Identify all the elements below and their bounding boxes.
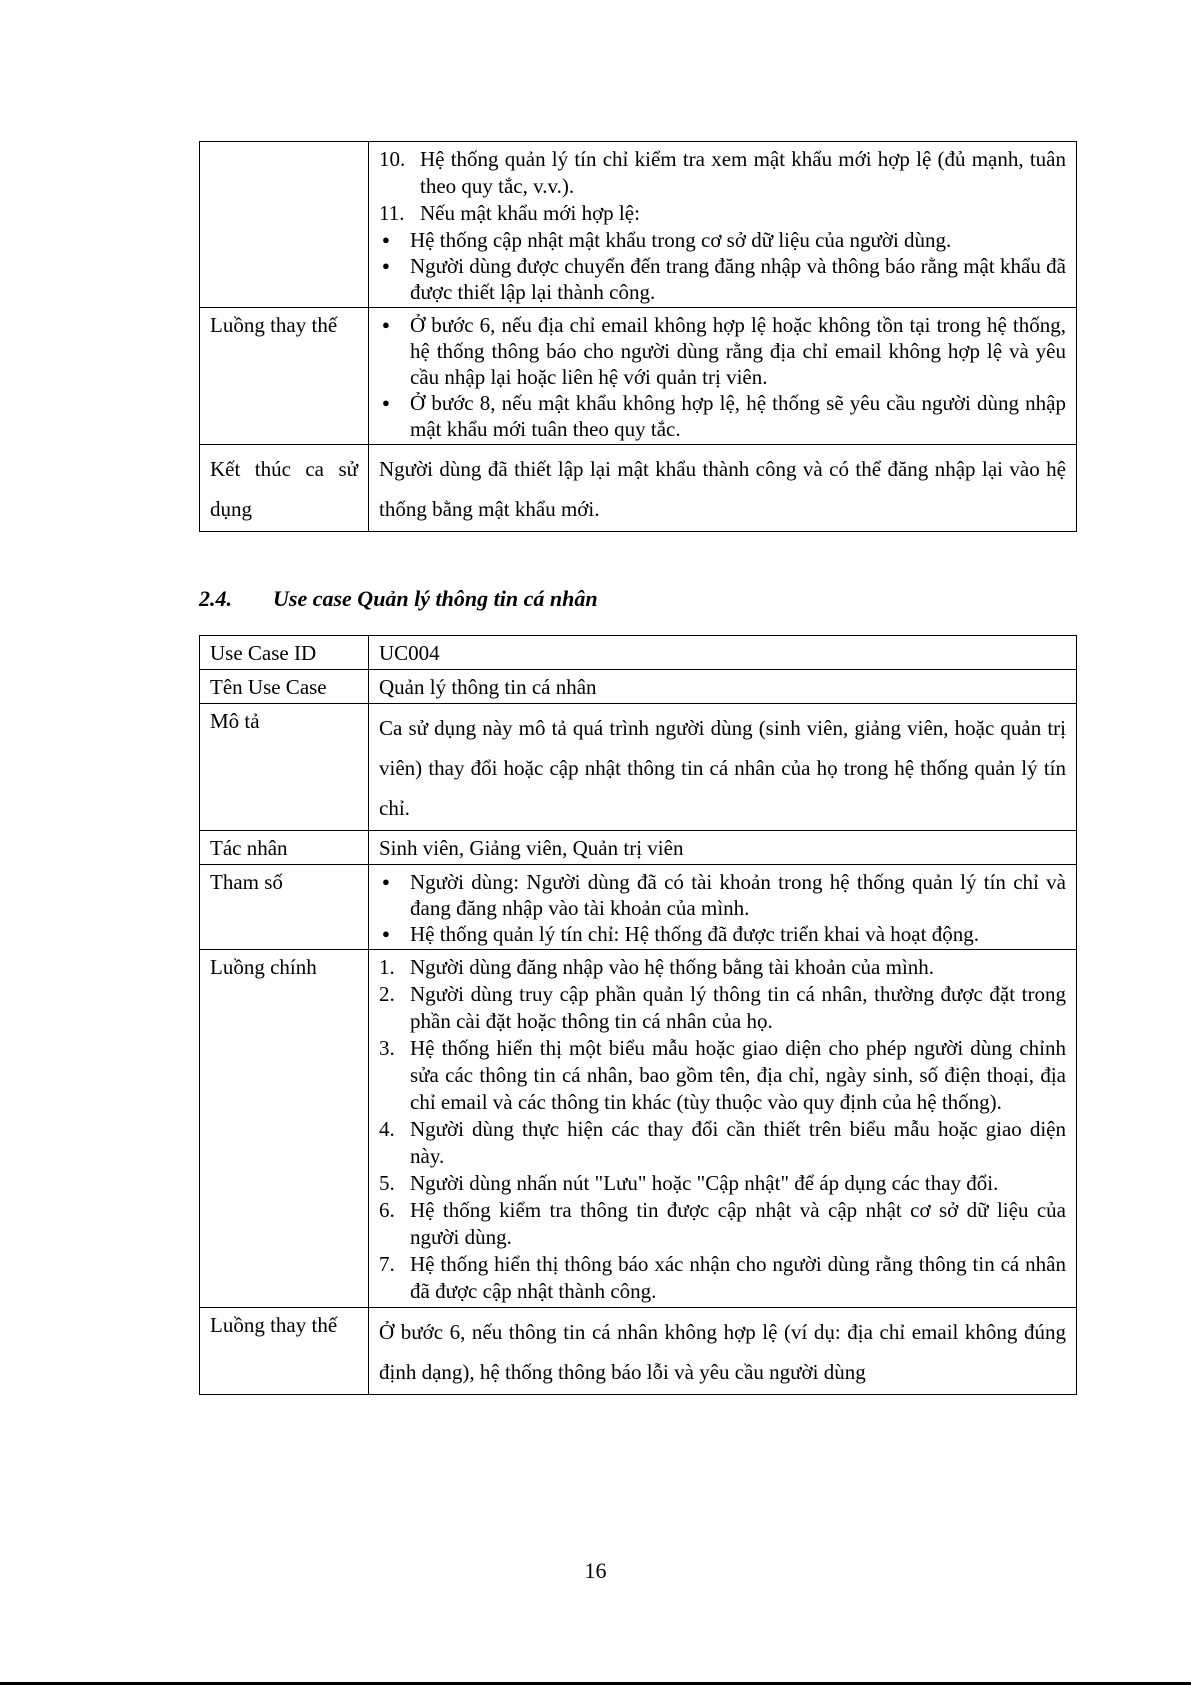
list-item: ● Ở bước 8, nếu mật khẩu không hợp lệ, hệ thống sẽ yêu cầu người dùng nhập mật khẩu mới tuân theo quy tắc. <box>379 390 1066 442</box>
bullet-list <box>379 869 1066 947</box>
table-row <box>200 142 1077 308</box>
bullet-list <box>379 312 1066 442</box>
desc-value: Ca sử dụng này mô tả quá trình người dùng (sinh viên, giảng viên, hoặc quản trị viên) thay đổi hoặc cập nhật thông tin cá nhân của họ trong hệ thống quản lý tín chỉ. <box>369 704 1077 831</box>
list-item: 5. Người dùng nhấn nút "Lưu" hoặc "Cập nhật" để áp dụng các thay đổi. <box>379 1171 999 1195</box>
id-label: Use Case ID <box>200 636 369 670</box>
list-item: ● Hệ thống cập nhật mật khẩu trong cơ sở dữ liệu của người dùng. <box>379 227 1066 253</box>
list-item: 7. Hệ thống hiển thị thông báo xác nhận cho người dùng rằng thông tin cá nhân đã được cập nhật thành công. <box>379 1252 1066 1303</box>
list-item: 10. Hệ thống quản lý tín chỉ kiểm tra xem mật khẩu mới hợp lệ (đủ mạnh, tuân theo quy tắc, v.v.). <box>379 147 1066 198</box>
section-title: Use case Quản lý thông tin cá nhân <box>273 586 598 611</box>
table-row <box>200 831 1077 865</box>
table-row <box>200 670 1077 704</box>
main-flow-steps <box>379 954 1066 1305</box>
alt-flow-cell <box>369 308 1077 445</box>
section-heading <box>199 586 598 612</box>
list-item: ● Ở bước 6, nếu địa chỉ email không hợp lệ hoặc không tồn tại trong hệ thống, hệ thống thông báo cho người dùng rằng địa chỉ email không hợp lệ và yêu cầu nhập lại hoặc liên hệ với quản trị viên. <box>379 312 1066 390</box>
alt-flow-label: Luồng thay thế <box>200 1308 369 1395</box>
list-item: 4. Người dùng thực hiện các thay đổi cần thiết trên biểu mẫu hoặc giao diện này. <box>379 1117 1066 1168</box>
list-item: 1. Người dùng đăng nhập vào hệ thống bằng tài khoản của mình. <box>379 955 935 979</box>
param-label: Tham số <box>200 865 369 950</box>
steps-cell <box>369 142 1077 308</box>
list-item: 6. Hệ thống kiểm tra thông tin được cập nhật và cập nhật cơ sở dữ liệu của người dùng. <box>379 1198 1066 1249</box>
end-label: Kết thúc ca sử dụng <box>200 445 369 532</box>
table-row <box>200 308 1077 445</box>
actor-value: Sinh viên, Giảng viên, Quản trị viên <box>369 831 1077 865</box>
main-flow-label: Luồng chính <box>200 950 369 1308</box>
list-item: ● Người dùng được chuyển đến trang đăng nhập và thông báo rằng mật khẩu đã được thiết lập lại thành công. <box>379 253 1066 305</box>
param-cell <box>369 865 1077 950</box>
table-row <box>200 704 1077 831</box>
desc-label: Mô tả <box>200 704 369 831</box>
end-cell: Người dùng đã thiết lập lại mật khẩu thành công và có thể đăng nhập lại vào hệ thống bằng mật khẩu mới. <box>369 445 1077 532</box>
table-row <box>200 865 1077 950</box>
name-label: Tên Use Case <box>200 670 369 704</box>
table-row <box>200 636 1077 670</box>
list-item: 2. Người dùng truy cập phần quản lý thông tin cá nhân, thường được đặt trong phần cài đặt hoặc thông tin cá nhân của họ. <box>379 982 1066 1033</box>
alt-flow-value: Ở bước 6, nếu thông tin cá nhân không hợp lệ (ví dụ: địa chỉ email không đúng định dạng), hệ thống thông báo lỗi và yêu cầu người dùng <box>369 1308 1077 1395</box>
use-case-table-continued <box>199 141 1077 532</box>
list-item: ● Hệ thống quản lý tín chỉ: Hệ thống đã được triển khai và hoạt động. <box>379 921 1066 947</box>
use-case-table-uc004 <box>199 635 1077 1395</box>
table-row <box>200 445 1077 532</box>
main-flow-steps-continued <box>379 146 1066 227</box>
empty-label-cell <box>200 142 369 308</box>
table-row <box>200 950 1077 1308</box>
section-number: 2.4. <box>199 586 232 611</box>
list-item: 11. Nếu mật khẩu mới hợp lệ: <box>379 201 640 225</box>
alt-flow-label: Luồng thay thế <box>200 308 369 445</box>
bullet-list <box>379 227 1066 305</box>
table-row <box>200 1308 1077 1395</box>
id-value: UC004 <box>369 636 1077 670</box>
actor-label: Tác nhân <box>200 831 369 865</box>
list-item: 3. Hệ thống hiển thị một biểu mẫu hoặc giao diện cho phép người dùng chỉnh sửa các thông tin cá nhân, bao gồm tên, địa chỉ, ngày sinh, số điện thoại, địa chỉ email và các thông tin khác (tùy thuộc vào quy định của hệ thống). <box>379 1036 1066 1114</box>
page-number: 16 <box>584 1558 607 1583</box>
main-flow-cell <box>369 950 1077 1308</box>
name-value: Quản lý thông tin cá nhân <box>369 670 1077 704</box>
list-item: ● Người dùng: Người dùng đã có tài khoản trong hệ thống quản lý tín chỉ và đang đăng nhập vào tài khoản của mình. <box>379 869 1066 921</box>
